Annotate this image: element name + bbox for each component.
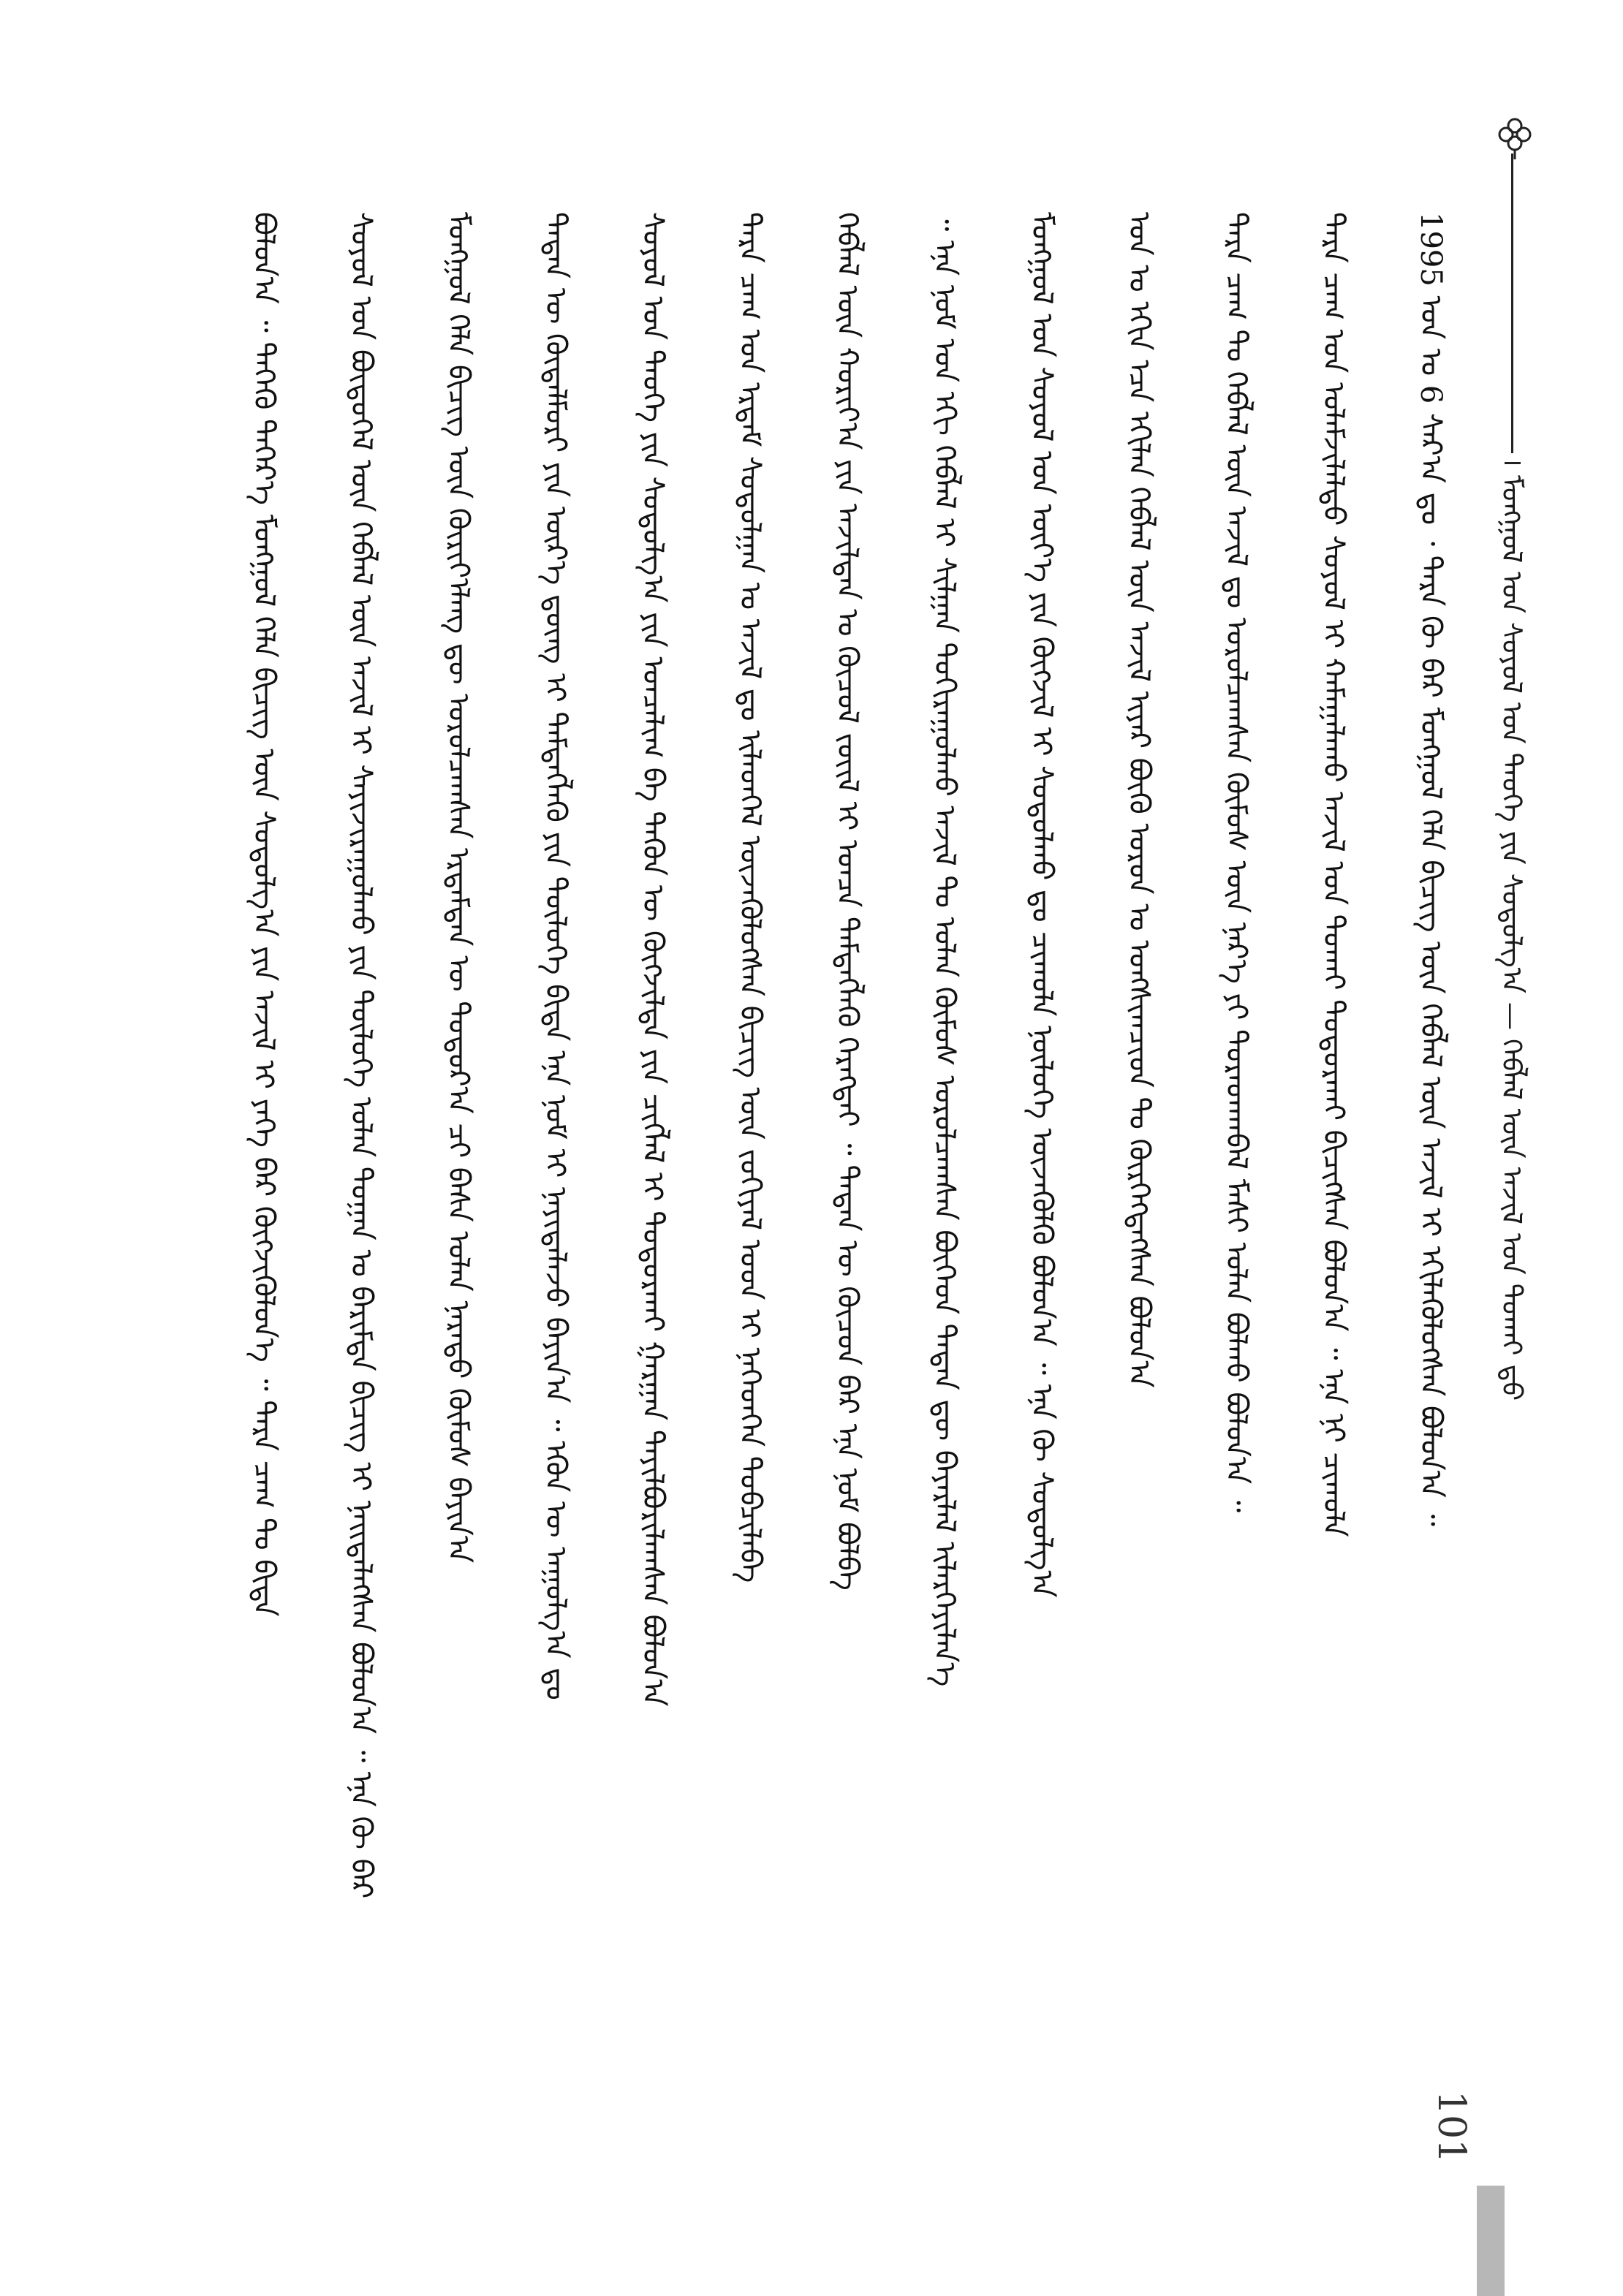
text-column: ᠣᠨ ᠤ ᠡᠬᠢᠨ ᠡᠴᠡ ᠡᠬᠢᠯᠡᠨ ᠬᠡᠪᠯᠡᠯ ᠦᠨ ᠠᠵᠢᠯ ᠢᠶᠠᠷ ᠪᠥᠬᠦ ᠣᠷᠣᠨ ᠤ ᠤᠩᠰᠢᠭᠴᠢᠳ ᠲᠤ ᠬᠦᠷᠭᠡᠭᠳᠡᠭᠰᠡᠨ ᠪᠣᠯᠤᠨ᠎ᠠ <box>1122 212 1156 1388</box>
text-column: ᠲᠡᠷᠡ ᠴᠠᠭ ᠲᠤ ᠬᠡᠪᠯᠡᠯ ᠦᠨ ᠠᠵᠢᠯ ᠳᠤ ᠣᠷᠣᠯᠴᠠᠭᠰᠠᠨ ᠬᠦᠮᠦᠰ ᠦᠨ ᠨᠡᠷ᠎ᠡ ᠶᠢ ᠳᠤᠷᠠᠳᠬᠠᠪᠠᠯ ᠮᠠᠰᠢ ᠣᠯᠠᠨ ᠪᠣᠯᠬᠤ ᠪᠣᠯᠤᠨ᠎ᠠ ᠃ <box>1219 212 1253 1513</box>
text-column: ᠮᠣᠩᠭᠣᠯ ᠬᠡᠯᠡ ᠪᠢᠴᠢᠭ ᠦᠨ ᠬᠦᠷᠢᠶ᠎ᠡᠯᠡᠩ ᠳᠦ ᠣᠷᠣᠯᠴᠠᠭᠰᠠᠨ ᠡᠷᠳᠡᠮᠲᠡᠨ ᠦ ᠳᠣᠲᠣᠷ᠎ᠠ ᠴᠢ ᠪᠠᠰᠠ ᠣᠯᠠᠨ ᠨᠡᠷᠡᠲᠦ ᠬᠦᠮᠦᠰ ᠪᠠᠶᠢᠨ᠎ᠠ <box>442 212 475 1564</box>
text-column: ᠬᠡᠪᠯᠡᠯ ᠦᠨ ᠬᠣᠷᠢᠶ᠎ᠠ ᠶᠢᠨ ᠠᠵᠢᠯᠲᠠᠨ ᠤ ᠬᠥᠴᠦᠯ ᠵᠦᠢᠯ ᠢ ᠣᠨᠴᠠ ᠲᠡᠮᠳᠡᠭᠯᠡᠬᠦ ᠬᠡᠷᠡᠭᠲᠡᠢ ᠃ ᠲᠡᠳᠡᠨ ᠦ ᠬᠦᠴᠦᠨ ᠪᠡᠷ ᠡᠨᠡ ᠨᠣᠮ ᠪᠣᠯᠪᠠ <box>831 212 864 1591</box>
text-column: 1995 ᠣᠨ ᠤ 6 ᠰᠠᠷ᠎ᠠ ᠳᠤ ᠂ ᠲᠡᠷᠡ ᠬᠦ ᠪᠡᠷ ᠮᠣᠩᠭᠣᠯ ᠬᠡᠯᠡ ᠪᠢᠴᠢᠭ ᠦᠨ ᠬᠡᠪᠯᠡᠯ ᠦᠨ ᠠᠵᠢᠯ ᠢ ᠡᠬᠢᠯᠡᠭᠦᠯᠦᠭᠰᠡᠨ ᠪᠣᠯᠤᠨ᠎ᠠ ᠃ <box>1414 212 1448 1526</box>
running-header: ᠮᠣᠩᠭᠣᠯ ᠤᠨ ᠰᠣᠶᠣᠯ ᠤᠨ ᠲᠡᠦᠬᠡ ᠶᠢᠨ ᠰᠤᠳᠤᠯᠭ᠎ᠠ — ᠬᠡᠪᠯᠡᠯ ᠦᠨ ᠠᠵᠢᠯ ᠤᠨ ᠲᠤᠬᠠᠢ ᠳ᠋ᠤ <box>1496 475 1528 1401</box>
page-edge-tab <box>1477 2186 1505 2296</box>
page-number: 101 <box>1429 2091 1473 2164</box>
text-column: ᠲᠡᠳᠡᠨ ᠦ ᠬᠥᠳᠡᠯᠮᠦᠷᠢ ᠶᠢᠨ ᠦᠷ᠎ᠡ ᠳ᠋ᠦᠩ ᠢ ᠲᠡᠮᠳᠡᠭᠯᠡᠬᠦ ᠶᠢᠨ ᠲᠥᠯᠥᠭᠡ ᠪᠢᠳᠡ ᠡᠨᠡ ᠨᠣᠮ ᠢ ᠨᠡᠶᠢᠲᠡᠯᠡᠵᠦ ᠪᠠᠶᠢᠨ᠎ᠠ ᠃ ᠡᠭᠦᠨ ᠦ ᠠᠭᠤᠯᠭ᠎ᠠ ᠳᠤ <box>539 212 572 1700</box>
header-rule <box>1511 154 1513 453</box>
text-column: ᠪᠣᠯᠤᠨ᠎ᠠ ᠃ ᠲᠡᠭᠡᠬᠦ ᠳᠡᠭᠡᠷ᠎ᠡ ᠮᠣᠩᠭᠣᠯ ᠬᠡᠯᠡ ᠪᠢᠴᠢᠭ ᠦᠨ ᠰᠤᠳᠤᠯᠭ᠎ᠠ ᠶᠢᠨ ᠠᠵᠢᠯ ᠢ ᠶᠡᠬᠡ ᠪᠡᠷ ᠬᠥᠭᠵᠢᠭᠦᠯᠦᠨ᠎ᠡ ᠃ ᠲᠡᠷᠡ ᠴᠠᠭ ᠲᠤ ᠪᠢᠳᠡ <box>247 212 281 1617</box>
text-column: ᠰᠣᠶᠣᠯ ᠤᠨ ᠪᠦᠲᠦᠭᠡᠯ ᠦᠨ ᠬᠡᠪᠯᠡᠯ ᠦᠨ ᠠᠵᠢᠯ ᠢ ᠰᠠᠶᠢᠵᠢᠷᠠᠭᠤᠯᠬᠤ ᠶᠢᠨ ᠲᠥᠯᠥᠭᠡ ᠣᠯᠠᠨ ᠲᠣᠭᠠᠨ ᠤ ᠪᠠᠷᠢᠮᠲᠠ ᠪᠢᠴᠢᠭ ᠢ ᠨᠡᠢᠲᠡᠯᠡᠭᠰᠡᠨ ᠪᠣᠯᠤᠨ᠎ᠠ ᠃ ᠡᠨᠡ ᠬᠦ ᠪᠡᠷ <box>344 212 378 1899</box>
text-column: ᠮᠣᠩᠭᠣᠯ ᠤᠨ ᠰᠣᠶᠣᠯ ᠤᠨ ᠦᠶ᠎ᠡ ᠶᠢᠨ ᠬᠥᠭᠵᠢᠯ ᠢ ᠰᠤᠳᠤᠯᠬᠤ ᠳᠤ ᠴᠢᠬᠤᠯᠠ ᠨᠥᠯᠥᠭᠡ ᠦᠵᠡᠭᠦᠯᠬᠦ ᠪᠣᠯᠤᠨ᠎ᠠ ᠃ ᠡᠨᠡ ᠬᠦ ᠰᠤᠳᠤᠯᠭ᠎ᠠ <box>1025 212 1059 1598</box>
decorative-knot-icon <box>1486 110 1544 168</box>
text-column: ᠲᠡᠷᠡ ᠴᠠᠭ ᠤᠨ ᠡᠷᠳᠡᠮ ᠰᠤᠳᠤᠯᠭᠠᠨ ᠤ ᠠᠵᠢᠯ ᠳᠤ ᠢᠯᠡᠳᠭᠡᠯ ᠦᠵᠡᠭᠦᠯᠦᠭᠰᠡᠨ ᠪᠢᠴᠢᠭ ᠦᠨ ᠵᠣᠬᠢᠶᠠᠯ ᠤᠳ ᠢ ᠨᠡᠭᠡᠳᠭᠡᠨ ᠲᠣᠪᠴᠢᠯᠠᠪᠠ <box>733 212 767 1583</box>
text-column: ᠃ ᠡᠨᠡ ᠨᠣᠮ ᠤᠨ ᠡᠬᠢ ᠬᠡᠪᠯᠡᠯ ᠢ ᠰᠢᠯᠭᠠᠨ ᠲᠣᠬᠢᠷᠠᠭᠤᠯᠬᠤ ᠠᠵᠢᠯ ᠲᠤ ᠣᠯᠠᠨ ᠬᠦᠮᠦᠰ ᠣᠷᠣᠯᠴᠠᠭᠰᠠᠨ ᠪᠥᠭᠡᠳ ᠲᠡᠳᠡᠨ ᠳᠦ ᠪᠠᠶᠠᠷᠯᠠᠯ ᠢᠯᠡᠷᠬᠡᠶᠢᠯᠡᠨ᠎ᠡ <box>928 212 961 1687</box>
header-dash <box>1505 462 1521 464</box>
text-column: ᠲᠡᠷᠡ ᠴᠠᠭ ᠤᠨ ᠤᠯᠠᠮᠵᠢᠯᠠᠯᠲᠤ ᠰᠣᠶᠣᠯ ᠢ ᠬᠠᠮᠠᠭᠠᠯᠠᠬᠤ ᠠᠵᠢᠯ ᠤᠨ ᠲᠤᠬᠠᠢ ᠲᠣᠳᠣᠷᠬᠠᠢ ᠪᠢᠴᠢᠭᠰᠡᠨ ᠪᠣᠯᠤᠨ᠎ᠠ ᠃ ᠡᠨᠡ ᠨᠢ ᠴᠢᠬᠤᠯᠠ <box>1317 212 1350 1537</box>
body-text <box>241 212 1462 2039</box>
text-column: ᠰᠣᠶᠣᠯ ᠤᠨ ᠲᠡᠦᠬᠡ ᠶᠢᠨ ᠰᠤᠳᠤᠯᠭ᠎ᠠ ᠶᠢᠨ ᠣᠨᠴᠠᠯᠢᠭ ᠪᠠ ᠲᠡᠭᠦᠨ ᠦ ᠬᠥᠭᠵᠢᠯᠲᠡ ᠶᠢᠨ ᠴᠢᠭᠯᠡᠯ ᠢ ᠲᠣᠳᠣᠷᠬᠠᠶ ᠭᠠᠷᠭᠠᠨ ᠲᠠᠶᠢᠯᠪᠤᠷᠢᠯᠠᠭᠰᠠᠨ ᠪᠣᠯᠤᠨ᠎ᠠ <box>636 212 670 1707</box>
